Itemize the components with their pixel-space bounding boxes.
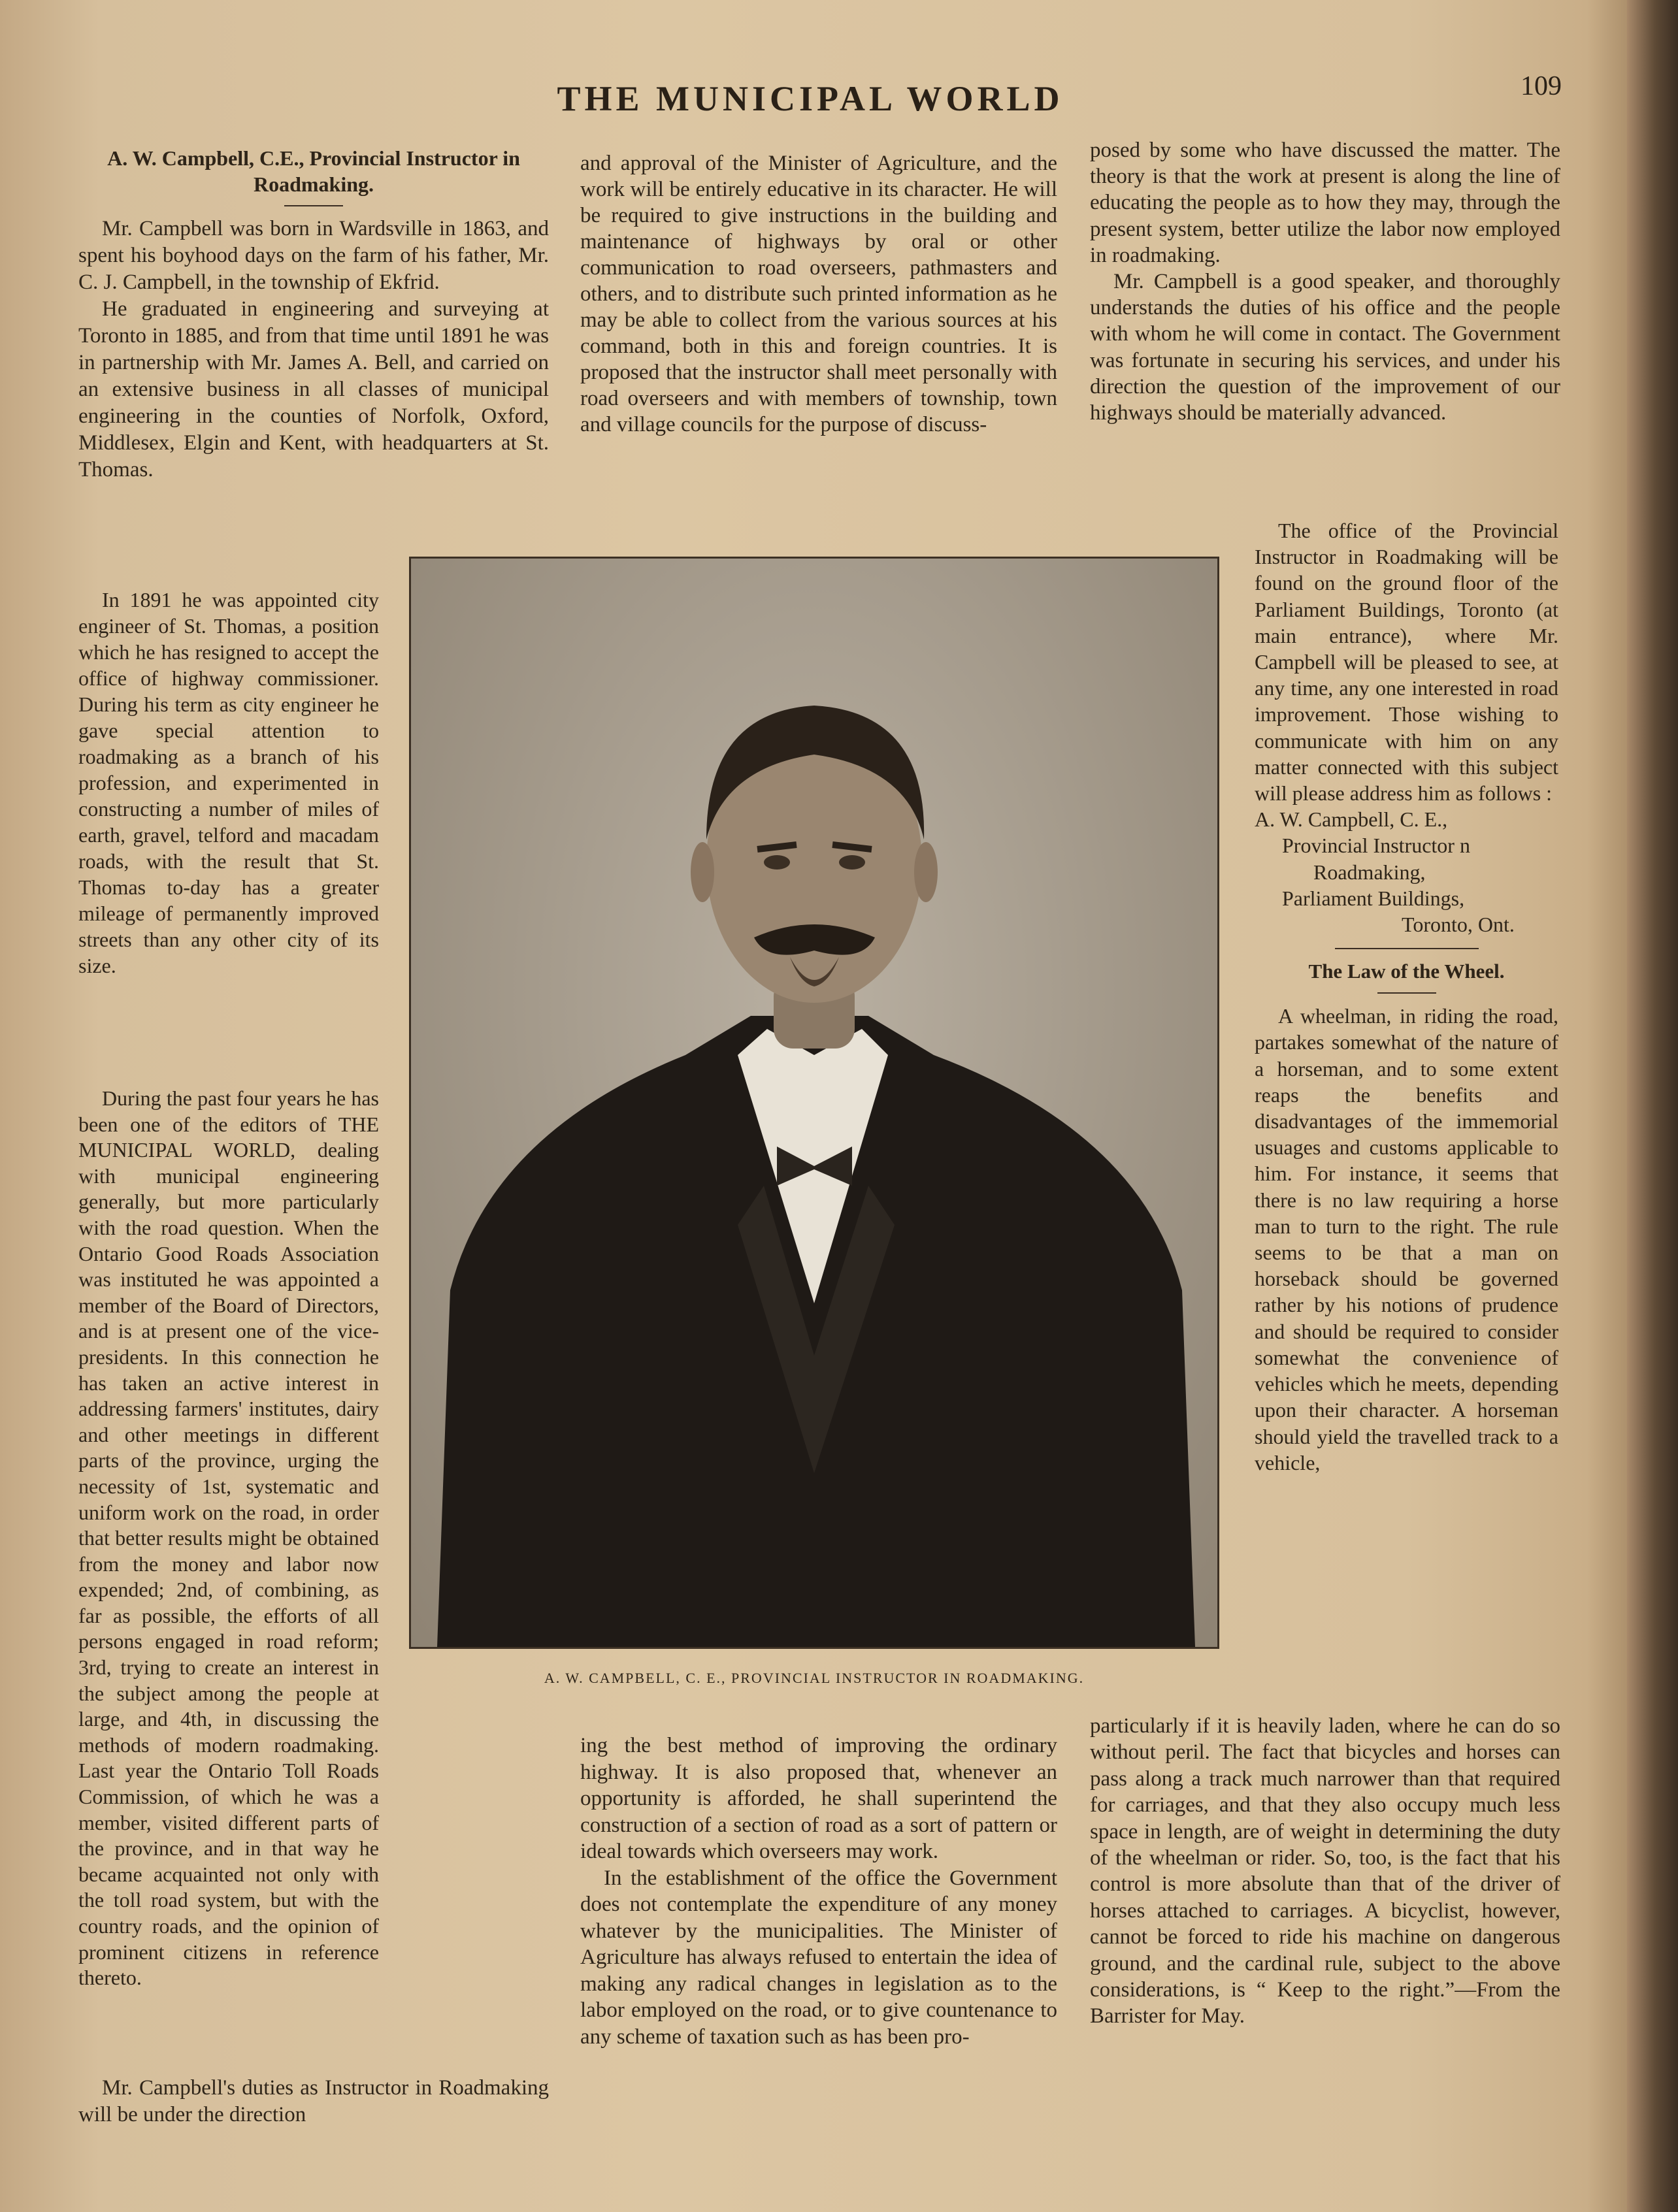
paragraph-approval: and approval of the Minister of Agriculture, and the work will be entirely educative in its character. He will be required to give instructions in the building and maintenance of highways by oral or other communication to road overseers, pathmasters and others, and to distribute such printed information as he may be able to collect from the various sources at his command, both in this and foreign countries. It is proposed that the instructor shall meet personally with road overseers and with members of township, town and village councils for the purpose of discuss- xyxy=(580,152,1057,436)
column-2-bottom xyxy=(580,1732,1057,2050)
paragraph-birth: Mr. Campbell was born in Wardsville in 1863, and spent his boyhood days on the farm of his father, Mr. C. J. Campbell, in the township of Ekfrid. xyxy=(78,217,549,294)
column-3-bottom xyxy=(1090,1713,1560,2030)
paragraph-theory: posed by some who have discussed the matter. The theory is that the work at present is along the line of educating the people as to how they may, through the present system, better utilize the labor now employed in roadmaking. xyxy=(1090,138,1560,267)
page-title: THE MUNICIPAL WORLD xyxy=(557,79,1064,118)
address-line-title: Provincial Instructor n xyxy=(1282,834,1470,858)
paragraph-speaker: Mr. Campbell is a good speaker, and thoroughly understands the duties of his office and the people with whom he will come in contact. The Government was fortunate in securing his services, and under his direction the question of the improvement of our highways should be materially advanced. xyxy=(1090,270,1560,425)
address-block xyxy=(1255,806,1558,937)
paragraph-bicyclist: particularly if it is heavily laden, where he can do so without peril. The fact that bicycles and horses can pass along a track much narrower than that required for carriages, and that they also occupy much less space in length, are of weight in determining the duty of the wheelman or rider. So, too, is the fact that his control is more absolute than that of the driver of horses attached to carriages. A bicyclist, however, cannot be forced to ride his machine on dangerous ground, and the cardinal rule, subject to the above considerations, is “ Keep to the right.”—From the Barrister for May. xyxy=(1090,1714,1560,2028)
section-rule xyxy=(1335,948,1479,949)
paragraph-career: He graduated in engineering and surveying at Toronto in 1885, and from that time until 1891 he was in partnership with Mr. James A. Bell, and carried on an extensive business in all classes of municipal engineering in the counties of Norfolk, Oxford, Middlesex, Elgin and Kent, with headquarters at St. Thomas. xyxy=(78,297,549,481)
paragraph-duties: Mr. Campbell's duties as Instructor in Roadmaking will be under the direction xyxy=(78,2076,549,2126)
heading-rule xyxy=(284,205,343,206)
column-1-editor xyxy=(78,1086,379,1991)
column-1-end xyxy=(78,2075,549,2128)
address-line-roadmaking: Roadmaking, xyxy=(1313,860,1426,884)
portrait-photo xyxy=(409,557,1219,1649)
address-line-name: A. W. Campbell, C. E., xyxy=(1255,807,1448,832)
column-2-top xyxy=(580,150,1057,438)
paragraph-editor: During the past four years he has been one of the editors of THE MUNICIPAL WORLD, dealing with municipal engineering generally, but more particularly with the road question. When the Ontario Good Roads Association was instituted he was appointed a member of the Board of Directors, and is at present one of the vice-presidents. In this connection he has taken an active interest in addressing farmers' institutes, dairy and other meetings in different parts of the province, urging the necessity of 1st, systematic and uniform work on the road, in order that better results might be obtained from the money and labor now expended; 2nd, of combining, as far as possible, the efforts of all persons engaged in road reform; 3rd, trying to create an interest in the subject among the people at large, and 4th, in discussing the methods of modern roadmaking. Last year the Ontario Toll Roads Commission, of which he was a member, visited different parts of the province, and in that way he became acquainted not only with the toll road system, but with the country roads, and the opinion of prominent citizens in reference thereto. xyxy=(78,1086,379,1990)
page-number: 109 xyxy=(1521,71,1562,101)
article-heading: A. W. Campbell, C.E., Provincial Instructor in Roadmaking. xyxy=(107,146,520,196)
paragraph-best-method: ing the best method of improving the ordinary highway. It is also proposed that, whenever an opportunity is afforded, he shall superintend the construction of a section of road as a sort of pattern or ideal towards which overseers may work. xyxy=(580,1734,1057,1863)
column-1-narrow xyxy=(78,587,379,979)
paragraph-establishment: In the establishment of the office the Government does not contemplate the expenditure of any money whatever by the municipalities. The Minister of Agriculture has always refused to entertain the idea of making any radical changes in legislation as to the labor employed on the road, or to give countenance to any scheme of taxation such as has been pro- xyxy=(580,1866,1057,2049)
paragraph-wheelman: A wheelman, in riding the road, partakes somewhat of the nature of a horseman, and to some extent reaps the benefits and disadvantages of the immemorial usuages and customs applicable to him. For instance, it seems that there is no law requiring a horse man to turn to the right. The rule seems to be that a man on horseback should be governed rather by his notions of prudence and should be required to consider somewhat the convenience of vehicles which he meets, depending upon their character. A horseman should yield the travelled track to a vehicle, xyxy=(1255,1004,1558,1474)
photo-caption: A. W. CAMPBELL, C. E., PROVINCIAL INSTRUCTOR IN ROADMAKING. xyxy=(544,1670,1085,1686)
column-3-mid xyxy=(1255,517,1558,1476)
address-line-buildings: Parliament Buildings, xyxy=(1282,886,1465,910)
law-heading: The Law of the Wheel. xyxy=(1308,960,1505,983)
address-line-city: Toronto, Ont. xyxy=(1402,913,1515,937)
column-3-top xyxy=(1090,137,1560,426)
paragraph-city-engineer: In 1891 he was appointed city engineer of St. Thomas, a position which he has resigned to accept the office of highway commissioner. During his term as city engineer he gave special attention to roadmaking as a branch of his profession, and experimented in constructing a number of miles of earth, gravel, telford and macadam roads, with the result that St. Thomas to-day has a greater mileage of permanently improved streets than any other city of its size. xyxy=(78,588,379,977)
paragraph-office: The office of the Provincial Instructor in Roadmaking will be found on the ground floor of the Parliament Buildings, Toronto (at main entrance), where Mr. Campbell will be pleased to see, at any time, any one interested in road improvement. Those wishing to communicate with him on any matter connected with this subject will please address him as follows : xyxy=(1255,519,1558,805)
law-heading-rule xyxy=(1377,992,1436,994)
book-gutter xyxy=(1627,0,1678,2212)
column-1 xyxy=(78,145,549,483)
